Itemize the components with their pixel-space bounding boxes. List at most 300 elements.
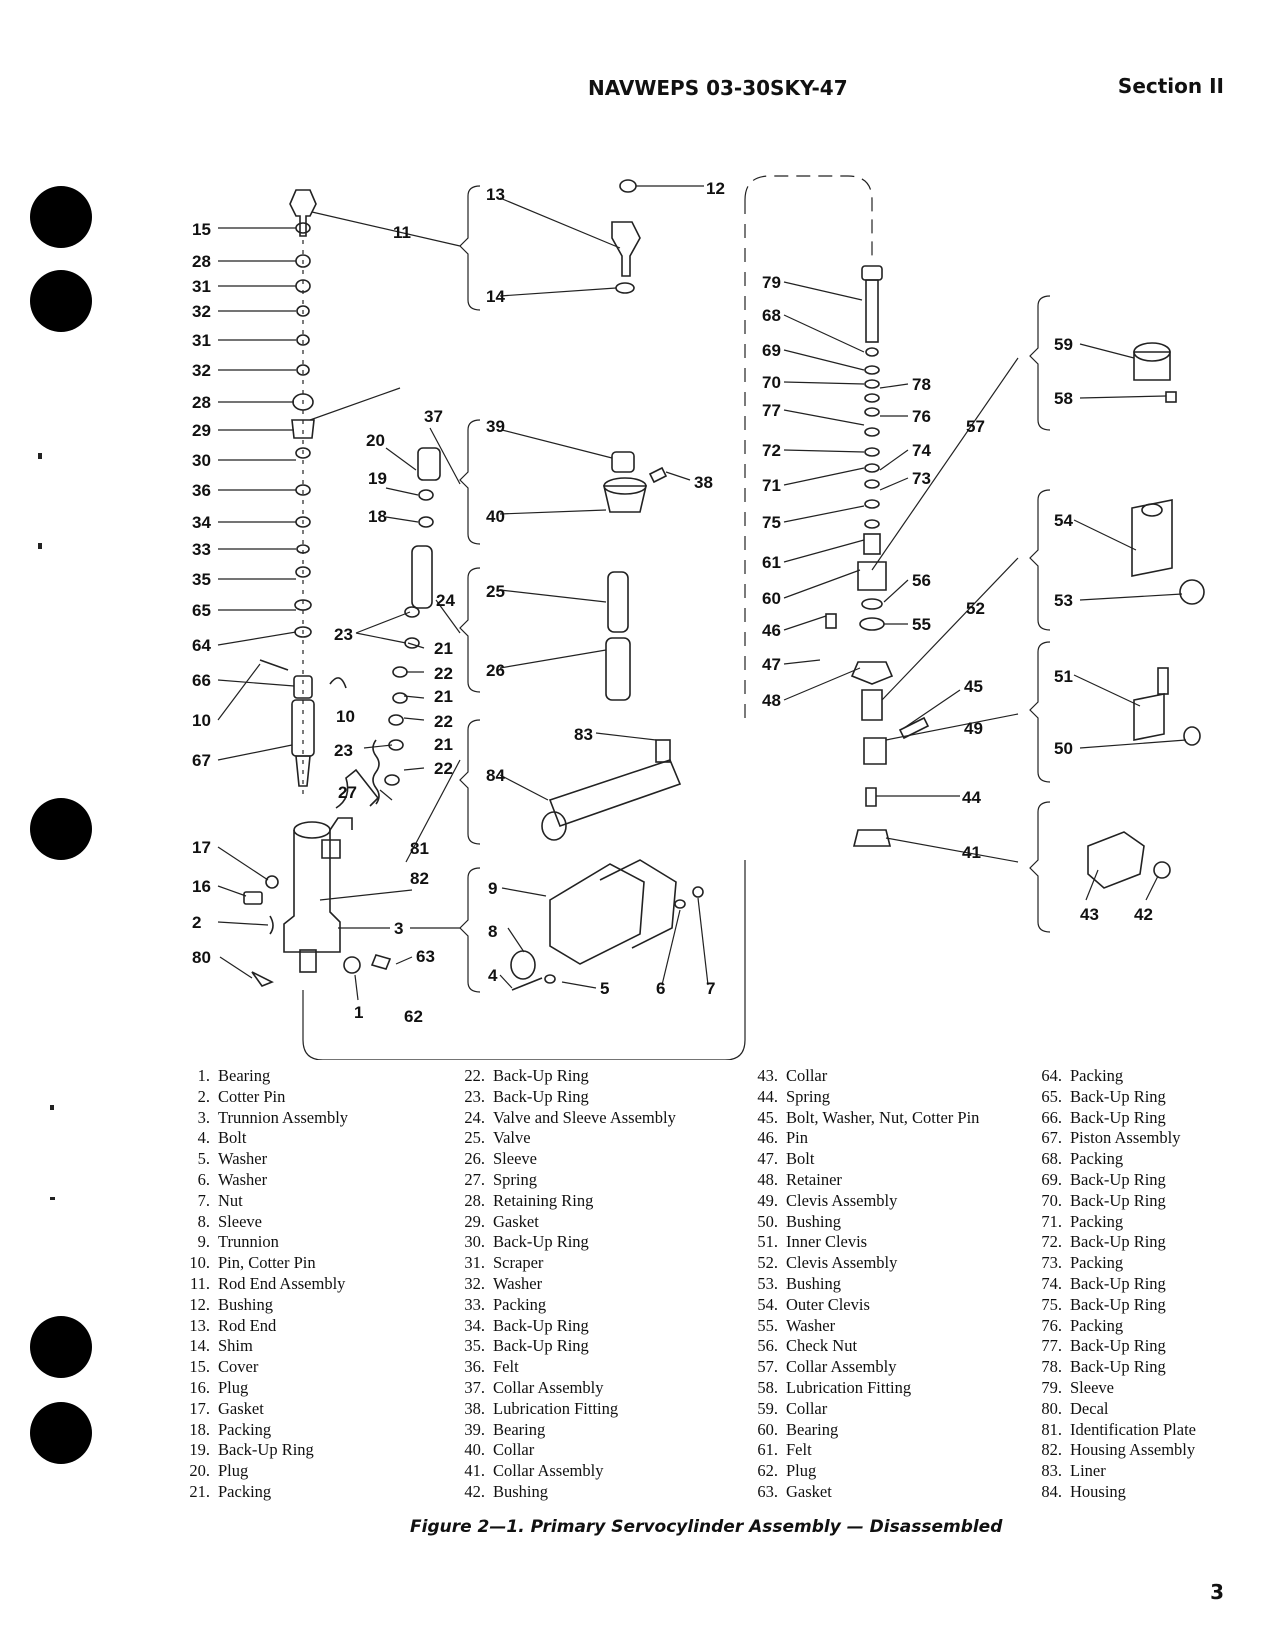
part-number: 57.	[757, 1357, 778, 1377]
part-number: 40.	[464, 1440, 485, 1460]
left-assembly-frame	[303, 860, 745, 1060]
callout: 27	[338, 783, 357, 802]
callout: 81	[410, 839, 429, 858]
part-number: 6.	[197, 1169, 210, 1189]
callout: 52	[966, 599, 985, 618]
part-number: 38.	[464, 1398, 485, 1418]
part-number: 31.	[464, 1253, 485, 1273]
parts-list-item	[1032, 1066, 1196, 1087]
callout: 66	[192, 671, 211, 690]
parts-list-item	[1032, 1170, 1196, 1191]
part-name: Collar Assembly	[786, 1357, 897, 1377]
parts-list-item	[748, 1108, 979, 1129]
callout: 43	[1080, 905, 1099, 924]
part-name: Gasket	[786, 1481, 832, 1501]
parts-list-item	[455, 1420, 676, 1441]
main-piston-stack	[260, 190, 346, 800]
part-number: 73.	[1041, 1253, 1062, 1273]
part-number: 17.	[189, 1398, 210, 1418]
part-number: 70.	[1041, 1190, 1062, 1210]
part-name: Back-Up Ring	[218, 1440, 314, 1460]
callout: 55	[912, 615, 931, 634]
parts-list-item	[748, 1212, 979, 1233]
callout: 83	[574, 725, 593, 744]
parts-list-item	[180, 1316, 348, 1337]
part-number: 15.	[189, 1357, 210, 1377]
part-name: Pin	[786, 1128, 809, 1148]
callout: 22	[434, 759, 453, 778]
part-name: Plug	[786, 1461, 817, 1481]
callout: 80	[192, 948, 211, 967]
binder-hole	[30, 1402, 92, 1464]
part-number: 36.	[464, 1357, 485, 1377]
parts-list-item	[1032, 1232, 1196, 1253]
part-name: Back-Up Ring	[1070, 1294, 1166, 1314]
part-number: 74.	[1041, 1273, 1062, 1293]
callout: 67	[192, 751, 211, 770]
parts-list-item	[180, 1482, 348, 1503]
callout: 68	[762, 306, 781, 325]
part-name: Back-Up Ring	[493, 1315, 589, 1335]
part-number: 83.	[1041, 1461, 1062, 1481]
part-name: Collar	[786, 1066, 828, 1085]
part-name: Back-Up Ring	[1070, 1086, 1166, 1106]
inset-details	[511, 180, 703, 990]
part-number: 42.	[464, 1481, 485, 1501]
part-number: 46.	[757, 1128, 778, 1148]
callout: 13	[486, 185, 505, 204]
part-name: Back-Up Ring	[1070, 1336, 1166, 1356]
rod-end-11	[290, 190, 316, 236]
parts-list-item	[455, 1066, 676, 1087]
part-number: 39.	[464, 1419, 485, 1439]
parts-list-item	[748, 1274, 979, 1295]
callout: 65	[192, 601, 211, 620]
part-number: 49.	[757, 1190, 778, 1210]
parts-list-item	[455, 1357, 676, 1378]
parts-list-item	[1032, 1420, 1196, 1441]
figure-caption: Figure 2—1. Primary Servocylinder Assembly — Disassembled	[410, 1517, 1003, 1537]
part-name: Nut	[218, 1190, 243, 1210]
part-name: Valve	[493, 1128, 531, 1148]
part-number: 55.	[757, 1315, 778, 1335]
callout: 51	[1054, 667, 1073, 686]
part-number: 47.	[757, 1149, 778, 1169]
part-name: Bushing	[786, 1273, 842, 1293]
part-number: 8.	[197, 1211, 210, 1231]
callout: 21	[434, 687, 453, 706]
part-name: Clevis Assembly	[786, 1253, 898, 1273]
part-number: 71.	[1041, 1211, 1062, 1231]
parts-list-item	[180, 1399, 348, 1420]
part-name: Washer	[786, 1315, 836, 1335]
parts-list-item	[748, 1191, 979, 1212]
part-number: 5.	[197, 1149, 210, 1169]
part-name: Bearing	[786, 1419, 839, 1439]
part-name: Clevis Assembly	[786, 1190, 898, 1210]
callout: 58	[1054, 389, 1073, 408]
part-number: 78.	[1041, 1357, 1062, 1377]
callout: 15	[192, 220, 211, 239]
part-number: 59.	[757, 1398, 778, 1418]
part-name: Bushing	[493, 1481, 549, 1501]
part-number: 12.	[189, 1294, 210, 1314]
callout: 19	[368, 469, 387, 488]
part-number: 58.	[757, 1377, 778, 1397]
parts-list-item	[180, 1295, 348, 1316]
part-number: 51.	[757, 1232, 778, 1252]
part-number: 9.	[197, 1232, 210, 1252]
part-number: 25.	[464, 1128, 485, 1148]
callout: 64	[192, 636, 211, 655]
part-number: 2.	[197, 1086, 210, 1106]
scan-speck	[50, 1105, 54, 1110]
parts-list-item	[748, 1253, 979, 1274]
callout: 9	[488, 879, 498, 898]
parts-list-item	[1032, 1108, 1196, 1129]
part-name: Retainer	[786, 1169, 842, 1189]
part-number: 35.	[464, 1336, 485, 1356]
part-name: Shim	[218, 1336, 253, 1356]
part-number: 54.	[757, 1294, 778, 1314]
parts-list-item	[1032, 1274, 1196, 1295]
part-name: Liner	[1070, 1461, 1106, 1481]
part-number: 45.	[757, 1107, 778, 1127]
parts-list-column-1	[180, 1066, 348, 1503]
parts-list-item	[455, 1295, 676, 1316]
callout: 12	[706, 179, 725, 198]
part-name: Sleeve	[218, 1211, 262, 1231]
callout: 56	[912, 571, 931, 590]
document-number: NAVWEPS 03-30SKY-47	[588, 76, 848, 100]
callout: 74	[912, 441, 931, 460]
parts-list-item	[180, 1378, 348, 1399]
parts-list-item	[748, 1232, 979, 1253]
callout: 73	[912, 469, 931, 488]
part-name: Gasket	[493, 1211, 539, 1231]
callout: 28	[192, 393, 211, 412]
parts-list-item	[748, 1316, 979, 1337]
parts-list-item	[180, 1232, 348, 1253]
parts-list-item	[1032, 1295, 1196, 1316]
part-name: Housing Assembly	[1070, 1440, 1196, 1460]
parts-list-item	[455, 1128, 676, 1149]
callout: 6	[656, 979, 666, 998]
part-number: 65.	[1041, 1086, 1062, 1106]
parts-list-item	[1032, 1378, 1196, 1399]
parts-list-item	[180, 1253, 348, 1274]
part-number: 76.	[1041, 1315, 1062, 1335]
part-name: Spring	[786, 1086, 831, 1106]
part-number: 7.	[197, 1190, 210, 1210]
part-name: Piston Assembly	[1070, 1128, 1181, 1148]
parts-list-item	[455, 1336, 676, 1357]
part-name: Collar Assembly	[493, 1377, 604, 1397]
part-number: 3.	[197, 1107, 210, 1127]
leader-lines	[218, 186, 1186, 1000]
callout: 61	[762, 553, 781, 572]
part-name: Back-Up Ring	[493, 1232, 589, 1252]
part-number: 56.	[757, 1336, 778, 1356]
callout: 22	[434, 712, 453, 731]
part-number: 10.	[189, 1253, 210, 1273]
part-name: Collar	[493, 1440, 535, 1460]
callout: 72	[762, 441, 781, 460]
part-number: 41.	[464, 1461, 485, 1481]
callout: 38	[694, 473, 713, 492]
parts-list-item	[180, 1440, 348, 1461]
callout: 21	[434, 639, 453, 658]
part-name: Lubrication Fitting	[493, 1398, 619, 1418]
callout: 37	[424, 407, 443, 426]
part-name: Cover	[218, 1357, 259, 1377]
part-name: Bearing	[493, 1419, 546, 1439]
valve-stack	[385, 448, 440, 785]
parts-list-item	[455, 1316, 676, 1337]
parts-list-column-3	[748, 1066, 979, 1503]
part-number: 48.	[757, 1169, 778, 1189]
callout: 14	[486, 287, 505, 306]
part-name: Packing	[218, 1419, 272, 1439]
part-number: 75.	[1041, 1294, 1062, 1314]
part-number: 26.	[464, 1149, 485, 1169]
callout: 7	[706, 979, 716, 998]
part-number: 79.	[1041, 1377, 1062, 1397]
callout: 40	[486, 507, 505, 526]
part-number: 50.	[757, 1211, 778, 1231]
parts-list-item	[1032, 1149, 1196, 1170]
parts-list-item	[455, 1149, 676, 1170]
parts-list-item	[180, 1212, 348, 1233]
part-name: Back-Up Ring	[493, 1336, 589, 1356]
part-number: 23.	[464, 1086, 485, 1106]
part-number: 61.	[757, 1440, 778, 1460]
callout: 71	[762, 476, 781, 495]
part-number: 84.	[1041, 1481, 1062, 1501]
right-stack	[826, 266, 1204, 888]
callout: 24	[436, 591, 455, 610]
part-number: 62.	[757, 1461, 778, 1481]
parts-list-item	[455, 1212, 676, 1233]
parts-list-item	[455, 1170, 676, 1191]
parts-list-item	[180, 1191, 348, 1212]
callout: 39	[486, 417, 505, 436]
parts-list-item	[455, 1191, 676, 1212]
parts-list-item	[1032, 1212, 1196, 1233]
callout: 59	[1054, 335, 1073, 354]
callout: 5	[600, 979, 610, 998]
part-number: 64.	[1041, 1066, 1062, 1085]
parts-list-item	[180, 1274, 348, 1295]
parts-list-item	[180, 1149, 348, 1170]
callout: 23	[334, 741, 353, 760]
parts-list-item	[748, 1066, 979, 1087]
parts-list-item	[1032, 1399, 1196, 1420]
callout: 44	[962, 788, 981, 807]
parts-list-item	[748, 1482, 979, 1503]
parts-list-item	[180, 1461, 348, 1482]
part-name: Decal	[1070, 1398, 1109, 1418]
part-number: 52.	[757, 1253, 778, 1273]
callout: 76	[912, 407, 931, 426]
callout: 29	[192, 421, 211, 440]
part-name: Retaining Ring	[493, 1190, 594, 1210]
part-number: 80.	[1041, 1398, 1062, 1418]
parts-list-item	[455, 1461, 676, 1482]
callout: 10	[192, 711, 211, 730]
part-number: 19.	[189, 1440, 210, 1460]
parts-list-item	[455, 1253, 676, 1274]
part-number: 20.	[189, 1461, 210, 1481]
part-name: Bolt, Washer, Nut, Cotter Pin	[786, 1107, 980, 1127]
parts-list-column-4	[1032, 1066, 1196, 1503]
parts-list-item	[1032, 1191, 1196, 1212]
part-name: Back-Up Ring	[1070, 1357, 1166, 1377]
callout: 84	[486, 766, 505, 785]
part-number: 13.	[189, 1315, 210, 1335]
callout: 49	[964, 719, 983, 738]
part-number: 14.	[189, 1336, 210, 1356]
part-name: Bushing	[218, 1294, 274, 1314]
callout: 28	[192, 252, 211, 271]
part-number: 30.	[464, 1232, 485, 1252]
part-name: Trunnion Assembly	[218, 1107, 349, 1127]
callout: 69	[762, 341, 781, 360]
part-number: 69.	[1041, 1169, 1062, 1189]
part-number: 37.	[464, 1377, 485, 1397]
part-name: Packing	[218, 1481, 272, 1501]
parts-list-item	[1032, 1316, 1196, 1337]
part-name: Back-Up Ring	[493, 1086, 589, 1106]
callout: 33	[192, 540, 211, 559]
part-name: Collar Assembly	[493, 1461, 604, 1481]
callout: 75	[762, 513, 781, 532]
housing-assembly-82	[244, 740, 390, 986]
part-name: Sleeve	[1070, 1377, 1114, 1397]
callout: 41	[962, 843, 981, 862]
part-name: Back-Up Ring	[1070, 1169, 1166, 1189]
part-number: 33.	[464, 1294, 485, 1314]
parts-list-item	[1032, 1357, 1196, 1378]
parts-list-item	[748, 1295, 979, 1316]
part-number: 63.	[757, 1481, 778, 1501]
part-name: Washer	[218, 1149, 268, 1169]
callout: 22	[434, 664, 453, 683]
parts-list-item	[180, 1108, 348, 1129]
part-number: 44.	[757, 1086, 778, 1106]
callout: 8	[488, 922, 498, 941]
parts-list-item	[1032, 1482, 1196, 1503]
callout: 21	[434, 735, 453, 754]
part-name: Back-Up Ring	[493, 1066, 589, 1085]
callout: 3	[394, 919, 404, 938]
callout: 31	[192, 277, 211, 296]
callout: 36	[192, 481, 211, 500]
parts-list-item	[1032, 1461, 1196, 1482]
parts-list-item	[455, 1378, 676, 1399]
callout: 16	[192, 877, 211, 896]
callout: 50	[1054, 739, 1073, 758]
group-brackets	[460, 186, 1050, 992]
callout: 1	[354, 1003, 364, 1022]
callout: 17	[192, 838, 211, 857]
part-name: Outer Clevis	[786, 1294, 870, 1314]
parts-list-item	[748, 1087, 979, 1108]
callout: 79	[762, 273, 781, 292]
part-number: 27.	[464, 1169, 485, 1189]
callout: 20	[366, 431, 385, 450]
part-name: Packing	[1070, 1211, 1124, 1231]
parts-list-item	[748, 1128, 979, 1149]
parts-list-item	[1032, 1253, 1196, 1274]
parts-list-item	[180, 1170, 348, 1191]
callout: 62	[404, 1007, 423, 1026]
parts-list-item	[1032, 1128, 1196, 1149]
part-name: Packing	[1070, 1315, 1124, 1335]
page-number: 3	[1210, 1580, 1224, 1604]
part-number: 22.	[464, 1066, 485, 1085]
callout: 34	[192, 513, 211, 532]
parts-list-item	[748, 1461, 979, 1482]
callout-labels	[192, 179, 1153, 1026]
part-name: Plug	[218, 1377, 249, 1397]
part-name: Spring	[493, 1169, 538, 1189]
part-name: Packing	[1070, 1066, 1124, 1085]
part-name: Trunnion	[218, 1232, 279, 1252]
part-name: Collar	[786, 1398, 828, 1418]
part-name: Packing	[493, 1294, 547, 1314]
callout: 23	[334, 625, 353, 644]
parts-list-item	[1032, 1336, 1196, 1357]
callout: 32	[192, 302, 211, 321]
parts-list-item	[1032, 1087, 1196, 1108]
part-number: 60.	[757, 1419, 778, 1439]
parts-list-item	[180, 1357, 348, 1378]
part-name: Back-Up Ring	[1070, 1190, 1166, 1210]
part-name: Felt	[786, 1440, 812, 1460]
part-name: Back-Up Ring	[1070, 1273, 1166, 1293]
parts-list-item	[748, 1420, 979, 1441]
parts-list-item	[455, 1440, 676, 1461]
parts-list-item	[180, 1336, 348, 1357]
parts-list-item	[180, 1420, 348, 1441]
callout: 32	[192, 361, 211, 380]
callout: 4	[488, 966, 498, 985]
callout: 45	[964, 677, 983, 696]
part-number: 43.	[757, 1066, 778, 1085]
callout: 47	[762, 655, 781, 674]
callout: 11	[393, 223, 411, 242]
parts-list-item	[748, 1170, 979, 1191]
callout: 53	[1054, 591, 1073, 610]
parts-list-item	[455, 1399, 676, 1420]
part-number: 16.	[189, 1377, 210, 1397]
callout: 82	[410, 869, 429, 888]
part-name: Rod End Assembly	[218, 1273, 346, 1293]
part-name: Valve and Sleeve Assembly	[493, 1107, 676, 1127]
part-number: 11.	[189, 1273, 210, 1293]
callout: 30	[192, 451, 211, 470]
callout: 78	[912, 375, 931, 394]
callout: 77	[762, 401, 781, 420]
callout: 60	[762, 589, 781, 608]
parts-list-item	[180, 1087, 348, 1108]
parts-list-item	[748, 1336, 979, 1357]
callout: 35	[192, 570, 211, 589]
scan-speck	[50, 1197, 55, 1200]
part-number: 1.	[197, 1066, 210, 1085]
part-number: 53.	[757, 1273, 778, 1293]
